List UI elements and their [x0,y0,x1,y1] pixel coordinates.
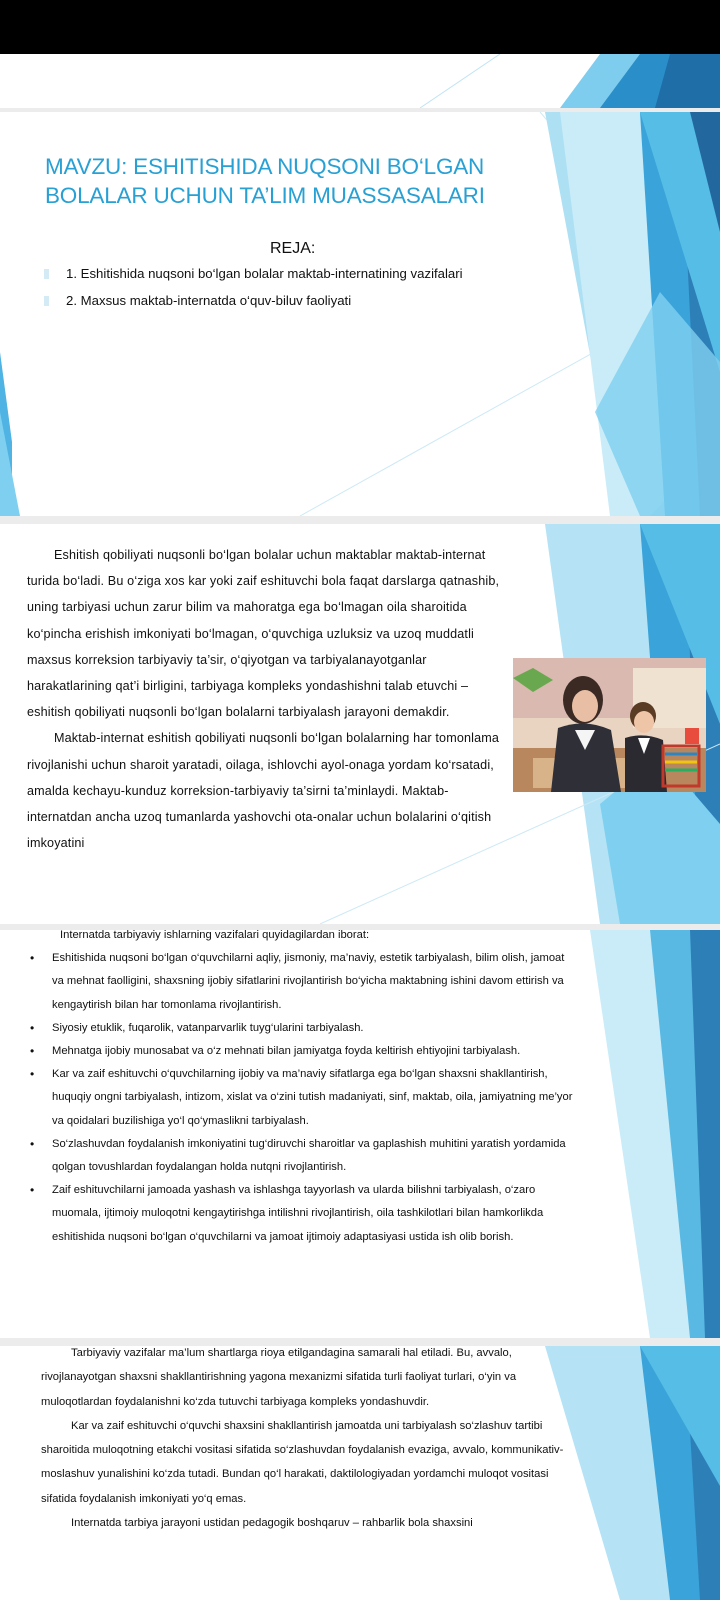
slide-body-text [41,1346,566,1535]
bullet-icon [44,269,49,279]
plan-item [44,266,463,293]
paragraph: Kar va zaif eshituvchi o‘quvchi shaxsini shakllantirish jamoatda uni tarbiyalash so‘zlashuv tartibi sharoitida muloqotning etakchi vositasi sifatida so‘zlashuvdan foydalanish evaziga, avvalo, kommunikativ-moslashuv yunalishini ko‘zda tutadi. Bundan qo‘l harakati, daktilologiyadan yordamchi muloqot vositasi sifatida foydalanish imkoniyati yo‘q emas. [41,1419,564,1505]
list-item: • Kar va zaif eshituvchi o‘quvchilarning ijobiy va ma’naviy sifatlarga ega bo‘lgan shaxsni shakllantirish, huquqiy ongni tarbiyalash, intizom, xislat va o‘zini tutish madaniyati, sinf, maktab, oila, jamiyatning me’yor va qoidalari buzilishiga yo‘l qo‘ymaslikni tarbiyalash. [30,1063,578,1133]
list-item: • Siyosiy etuklik, fuqarolik, vatanparvarlik tuyg‘ularini tarbiyalash. [30,1017,578,1040]
status-bar [0,0,720,54]
duties-list [30,947,578,1249]
plan-item-text: 2. Maxsus maktab-internatda o‘quv-biluv faoliyati [66,293,352,308]
slide-3-text[interactable] [0,524,720,924]
slide-body-text [30,930,578,1249]
plan-item [44,293,463,320]
list-intro: Internatda tarbiyaviy ishlarning vazifalari quyidagilardan iborat: [60,930,370,941]
paragraph: Maktab-internat eshitish qobiliyati nuqsonli bo‘lgan bolalarning har tomonlama rivojlanishi uchun sharoit yaratadi, oilaga, ishlovchi ayol-onaga yordam ko‘rsatadi, amalda kechayu-kunduz korreksion-tarbiyaviy ta’sirni ta’minlaydi. Maktab-internatdan ancha uzoq tumanlarda yashovchi ota-onalar uchun bolalarini o‘qitish imkoyatini [27,731,500,851]
list-item: • Eshitishida nuqsoni bo‘lgan o‘quvchilarni aqliy, jismoniy, ma’naviy, estetik tarbiyalash, bilim olish, jamoat va mehnat faolligini, shaxsning ijobiy sifatlarini rivojlantirish bo‘yicha maktabning ishini davom ettirish va kengaytirish bilan har tomonlama rivojlantirish. [30,947,578,1017]
list-item: • So‘zlashuvdan foydalanish imkoniyatini tug‘diruvchi sharoitlar va gaplashish muhitini yaratish yordamida qolgan tovushlardan foydalangan holda nutqni rivojlantirish. [30,1133,578,1179]
slide-decoration [0,54,720,108]
plan-item-text: 1. Eshitishida nuqsoni bo‘lgan bolalar maktab-internatining vazifalari [66,266,463,281]
slide-body-text [27,542,507,856]
bullet-icon [44,296,49,306]
list-item: • Mehnatga ijobiy munosabat va o‘z mehnati bilan jamiyatga foyda keltirish ehtiyojini tarbiyalash. [30,1040,578,1063]
slide-4-list[interactable] [0,930,720,1338]
plan-heading: REJA: [270,240,316,257]
slide-1-partial[interactable] [0,54,720,108]
paragraph: Tarbiyaviy vazifalar ma’lum shartlarga rioya etilgandagina samarali hal etiladi. Bu, avvalo, rivojlanayotgan shaxsni shakllantirishning yagona mexanizmi sifatida turli faoliyat turlari, o‘yin va muloqotlardan foydalanishni ko‘zda tutuvchi tarbiyaga kompleks yondashuvdir. [41,1347,517,1408]
slide-title: MAVZU: ESHITISHIDA NUQSONI BO‘LGAN BOLALAR UCHUN TA’LIM MUASSASALARI [45,154,485,208]
list-item: • Zaif eshituvchilarni jamoada yashash va ishlashga tayyorlash va ularda bilishni tarbiyalash, o‘zaro muomala, ijtimoiy muloqotni kengaytirishga intilishni rivojlantirish, oila tashkilotlari bilan hamkorlikda eshitishida nuqsoni bo‘lgan o‘quvchilarni va jamoat ijtimoiy adaptasiyasi ustida ish olib borish. [30,1179,578,1249]
slide-5-text[interactable] [0,1346,720,1600]
teacher-child-photo [513,658,706,792]
slide-2-title[interactable] [0,112,720,516]
paragraph: Internatda tarbiya jarayoni ustidan pedagogik boshqaruv – rahbarlik bola shaxsini [71,1517,473,1530]
plan-list [44,266,463,320]
paragraph: Eshitish qobiliyati nuqsonli bo‘lgan bolalar uchun maktablar maktab-internat turida bo‘ladi. Bu o‘ziga xos kar yoki zaif eshituvchi bola faqat darslarga qatnashib, uning tarbiyasi uchun zarur bilim va mahoratga ega bo‘lmagan oila sharoitida ko‘pincha erishish imkoniyati bo‘lmagan, o‘quvchiga uzluksiz va uzoq muddatli maxsus korreksion tarbiyaviy ta’sir, o‘qiyotgan va tarbiyalanayotganlar harakatlarining qat’i birligini, tarbiyaga kompleks yondashishni talab etuvchi – eshitish qobiliyati nuqsonli bo‘lgan bolalarni tarbiyalash jarayoni demakdir. [27,548,500,720]
